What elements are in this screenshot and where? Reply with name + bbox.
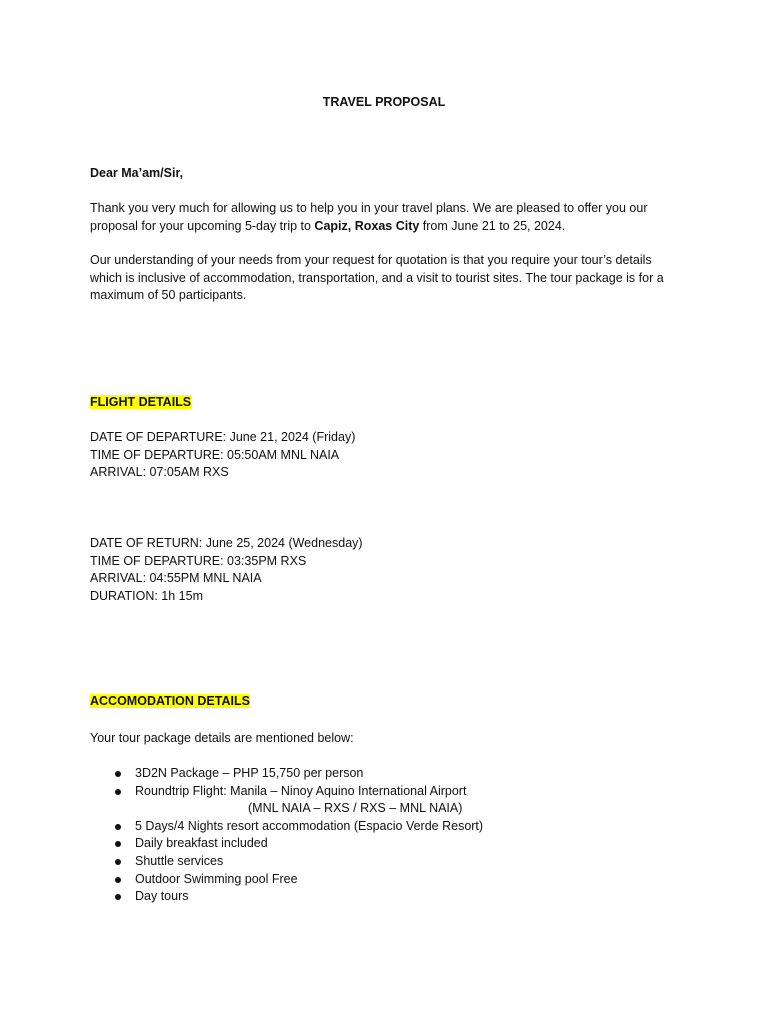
intro-line-2-pre: proposal for your upcoming 5-day trip to: [90, 218, 315, 233]
flight-details-heading-wrap: [90, 394, 690, 412]
return-details: [90, 535, 690, 605]
departure-date: DATE OF DEPARTURE: June 21, 2024 (Friday): [90, 430, 356, 444]
bullet-icon: [115, 894, 121, 900]
destination-name: Capiz, Roxas City: [314, 218, 420, 233]
package-intro: Your tour package details are mentioned below:: [90, 731, 354, 745]
departure-time: TIME OF DEPARTURE: 05:50AM MNL NAIA: [90, 447, 340, 462]
accommodation-details-heading: ACCOMODATION DETAILS: [90, 694, 250, 708]
list-item: [90, 871, 690, 889]
list-item-text: Daily breakfast included: [135, 836, 268, 851]
understanding-line-2: which is inclusive of accommodation, transportation, and a visit to tourist sites. The tour package is for a: [90, 270, 664, 285]
list-item: [90, 835, 690, 853]
list-item: [90, 888, 690, 906]
flight-details-heading: FLIGHT DETAILS: [90, 395, 192, 409]
list-item-text: Day tours: [135, 889, 189, 904]
intro-line-2: [90, 218, 690, 236]
salutation: Dear Ma’am/Sir,: [90, 166, 184, 180]
bullet-icon: [115, 859, 121, 865]
understanding-line-3: maximum of 50 participants.: [90, 288, 247, 303]
departure-arrival: ARRIVAL: 07:05AM RXS: [90, 465, 229, 480]
list-item-text: Outdoor Swimming pool Free: [135, 871, 298, 886]
departure-details: [90, 429, 690, 482]
return-arrival: ARRIVAL: 04:55PM MNL NAIA: [90, 571, 262, 586]
document-title: TRAVEL PROPOSAL: [322, 95, 446, 109]
return-departure-time: TIME OF DEPARTURE: 03:35PM RXS: [90, 553, 307, 568]
list-item: [90, 853, 690, 871]
list-item: [90, 818, 690, 836]
list-item: [90, 783, 690, 818]
list-item-text: Roundtrip Flight: Manila – Ninoy Aquino International Airport: [135, 783, 467, 798]
intro-line-1: Thank you very much for allowing us to help you in your travel plans. We are pleased to offer you our: [90, 201, 648, 215]
list-item-text: 5 Days/4 Nights resort accommodation (Espacio Verde Resort): [135, 818, 484, 833]
bullet-icon: [115, 789, 121, 795]
intro-line-2-post: from June 21 to 25, 2024.: [419, 218, 566, 233]
understanding-line-1: Our understanding of your needs from your request for quotation is that you require your tour’s details: [90, 253, 652, 267]
accommodation-heading-wrap: [90, 693, 690, 711]
package-list: [90, 765, 690, 906]
return-date: DATE OF RETURN: June 25, 2024 (Wednesday): [90, 536, 363, 550]
list-item-text: 3D2N Package – PHP 15,750 per person: [135, 766, 364, 780]
flight-duration: DURATION: 1h 15m: [90, 588, 203, 603]
flight-route-subline: (MNL NAIA – RXS / RXS – MNL NAIA): [248, 801, 463, 816]
bullet-icon: [115, 841, 121, 847]
bullet-icon: [115, 877, 121, 883]
bullet-icon: [115, 771, 121, 777]
understanding-paragraph: [90, 252, 690, 305]
intro-paragraph: [90, 200, 690, 235]
bullet-icon: [115, 824, 121, 830]
list-item: [90, 765, 690, 783]
list-item-text: Shuttle services: [135, 853, 224, 868]
